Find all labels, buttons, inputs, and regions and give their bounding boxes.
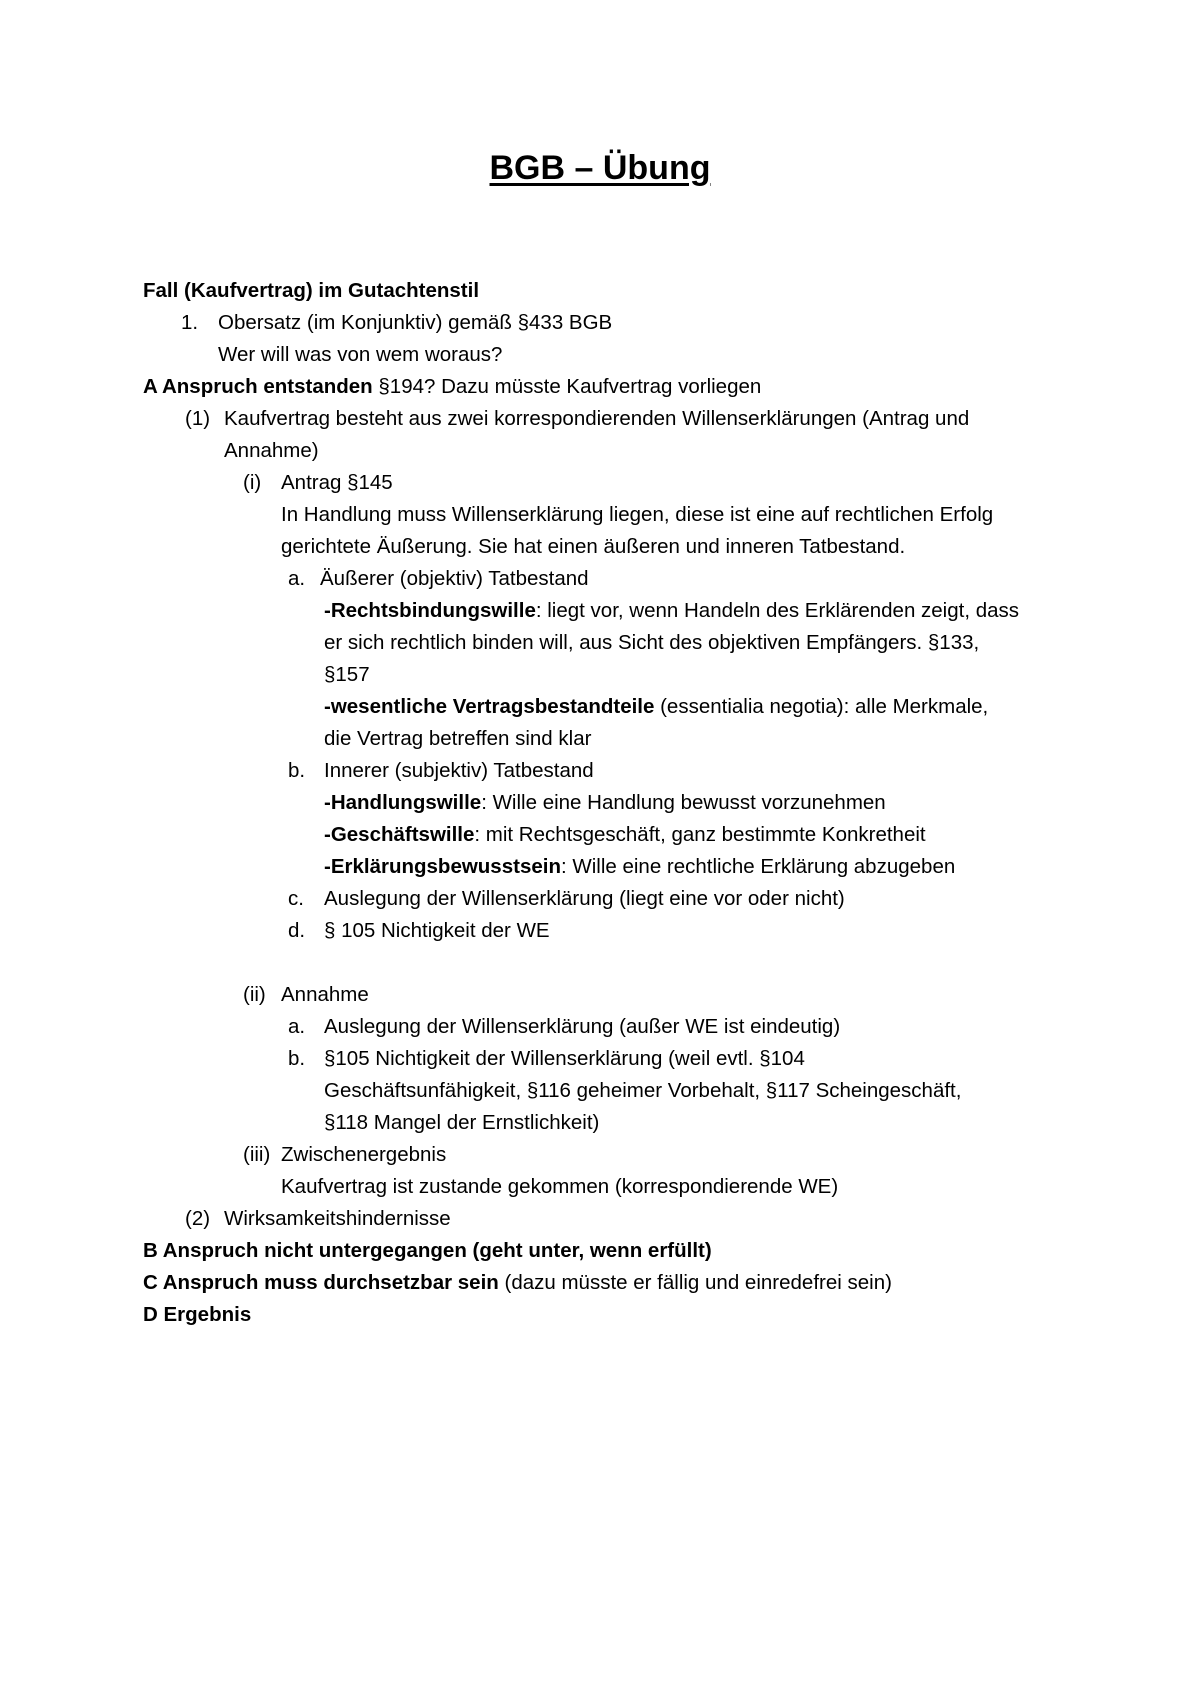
iii-line-1: Kaufvertrag ist zustande gekommen (korrespondierende WE) [281,1175,839,1198]
list-number: (ii) [243,983,266,1006]
ib-line-3 [143,851,1083,883]
list-item-text: Auslegung der Willenserklärung (liegt eine vor oder nicht) [324,887,845,910]
section-b-heading: B Anspruch nicht untergegangen (geht unter, wenn erfüllt) [143,1239,712,1262]
section-d-heading: D Ergebnis [143,1303,252,1326]
list-number: a. [288,1015,306,1038]
list-item-text: § 105 Nichtigkeit der WE [324,919,550,942]
term-bold: -Geschäftswille [324,823,475,846]
term-definition: (essentialia negotia): alle Merkmale, [654,695,989,718]
list-item-iib [143,1043,1083,1075]
list-item-id [143,915,1083,947]
case-heading: Fall (Kaufvertrag) im Gutachtenstil [143,279,480,302]
section-a-heading [143,371,1083,403]
list-item-p2 [143,1203,1083,1235]
list-number: d. [288,919,306,942]
list-item-iii [143,1139,1083,1171]
list-item-i [143,467,1083,499]
p1-continuation: Annahme) [224,439,319,462]
list-item-text: Zwischenergebnis [281,1143,447,1166]
term-bold: -Handlungswille [324,791,482,814]
list-item-ia [143,563,1083,595]
term-bold: -Erklärungsbewusstsein [324,855,561,878]
section-c-bold: C Anspruch muss durchsetzbar sein [143,1271,499,1294]
list-item-text: Wirksamkeitshindernisse [224,1207,451,1230]
list-item-1 [143,307,1083,339]
ib-line-2 [143,819,1083,851]
list-number: a. [288,567,306,590]
ia-line-4 [143,691,1083,723]
list-item-ic [143,883,1083,915]
list-number: 1. [181,311,199,334]
section-a-rest: §194? Dazu müsste Kaufvertrag vorliegen [372,375,762,398]
list-item-p1 [143,403,1083,435]
term-definition: : mit Rechtsgeschäft, ganz bestimmte Konkretheit [474,823,926,846]
page-title: BGB – Übung [489,149,711,187]
section-a-bold: A Anspruch entstanden [143,375,373,398]
ib-line-1 [143,787,1083,819]
term-bold: -Rechtsbindungswille [324,599,536,622]
list-item-text: Äußerer (objektiv) Tatbestand [320,567,589,590]
list-item-ib [143,755,1083,787]
list-item-text: Auslegung der Willenserklärung (außer WE ist eindeutig) [324,1015,841,1038]
list-number: (iii) [243,1143,271,1166]
term-definition: : liegt vor, wenn Handeln des Erklärenden zeigt, dass [535,599,1020,622]
term-bold: -wesentliche Vertragsbestandteile [324,695,655,718]
list-item-text: Antrag §145 [281,471,393,494]
list-number: (2) [185,1207,211,1230]
ia-line-5: die Vertrag betreffen sind klar [324,727,592,750]
list-item-text: Kaufvertrag besteht aus zwei korrespondierenden Willenserklärungen (Antrag und [224,407,970,430]
list-number: (1) [185,407,211,430]
term-definition: : Wille eine rechtliche Erklärung abzugeben [560,855,956,878]
spacer [143,947,1083,979]
list-item-text: Annahme [281,983,369,1006]
i-line-1: In Handlung muss Willenserklärung liegen, diese ist eine auf rechtlichen Erfolg [281,503,994,526]
list-number: b. [288,759,306,782]
list-number: b. [288,1047,306,1070]
list-number: c. [288,887,304,910]
ia-line-2: er sich rechtlich binden will, aus Sicht des objektiven Empfängers. §133, [324,631,980,654]
i-line-2: gerichtete Äußerung. Sie hat einen äußeren und inneren Tatbestand. [281,535,906,558]
item1-subline: Wer will was von wem woraus? [218,343,503,366]
section-c-heading [143,1267,1083,1299]
term-definition: : Wille eine Handlung bewusst vorzunehmen [481,791,886,814]
iib-line-2: Geschäftsunfähigkeit, §116 geheimer Vorbehalt, §117 Scheingeschäft, [324,1079,962,1102]
ia-line-1 [143,595,1083,627]
list-number: (i) [243,471,262,494]
document-body [143,275,1083,1331]
list-item-ii [143,979,1083,1011]
list-item-iia [143,1011,1083,1043]
list-item-text: §105 Nichtigkeit der Willenserklärung (weil evtl. §104 [324,1047,805,1070]
list-item-text: Innerer (subjektiv) Tatbestand [324,759,594,782]
iib-line-3: §118 Mangel der Ernstlichkeit) [324,1111,600,1134]
ia-line-3: §157 [324,663,370,686]
list-item-text: Obersatz (im Konjunktiv) gemäß §433 BGB [218,311,613,334]
section-c-rest: (dazu müsste er fällig und einredefrei sein) [498,1271,892,1294]
